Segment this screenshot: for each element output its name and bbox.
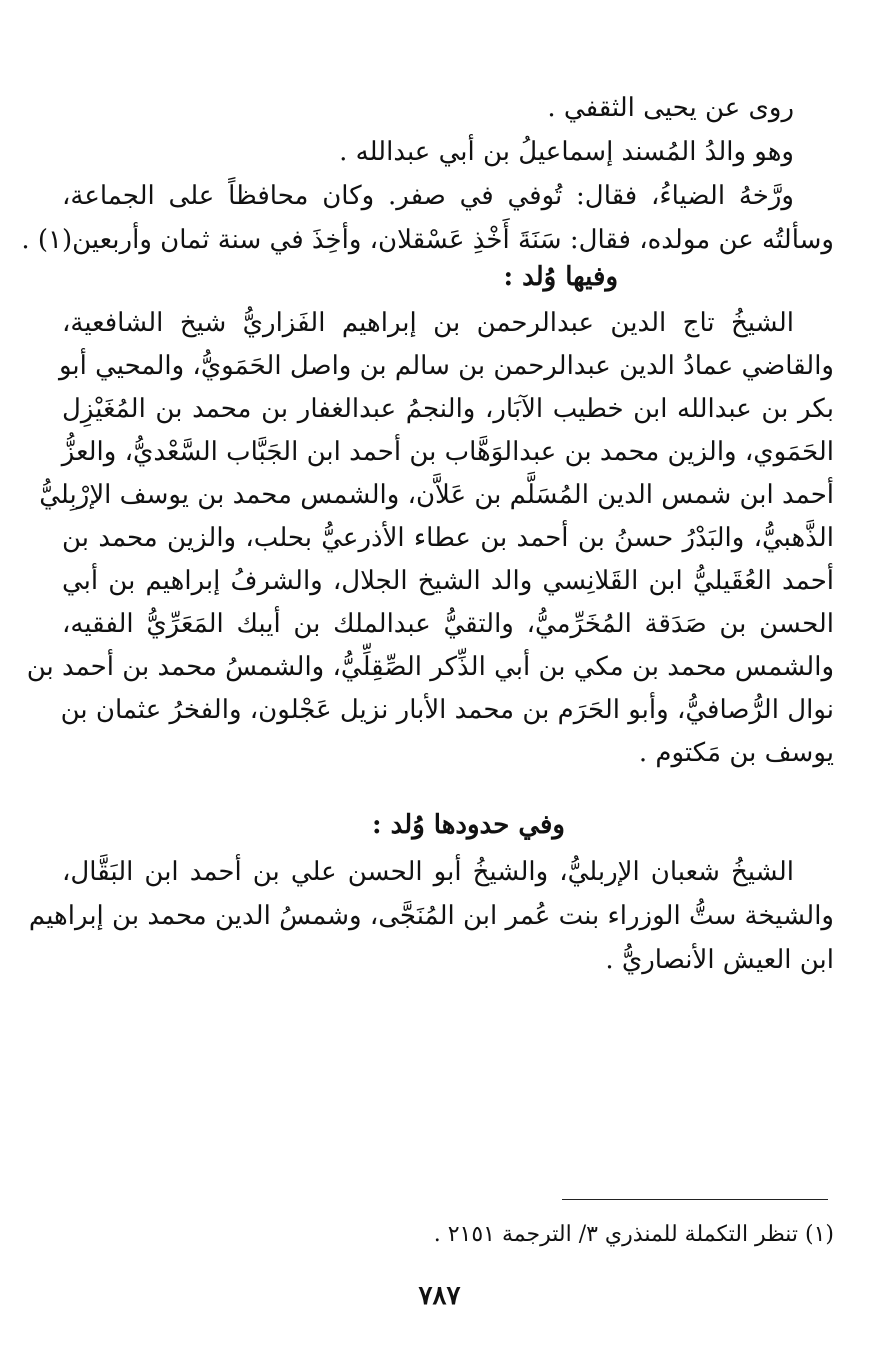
paragraph-line: الشيخُ شعبان الإربليُّ، والشيخُ أبو الحسن علي بن أحمد ابن البَقَّال، xyxy=(62,857,794,887)
paragraph-line: الحَمَوي، والزين محمد بن عبدالوَهَّاب بن أحمد ابن الجَبَّاب السَّعْديُّ، والعزُّ xyxy=(61,437,834,467)
intro-line: وسألتُه عن مولده، فقال: سَنَةَ أَخْذِ عَسْقلان، وأخِذَ في سنة ثمان وأربعين(١) . xyxy=(21,225,834,255)
paragraph-line: الذَّهبيُّ، والبَدْرُ حسنُ بن أحمد بن عطاء الأذرعيُّ بحلب، والزين محمد بن xyxy=(62,523,834,553)
intro-line: روى عن يحيى الثقفي . xyxy=(547,93,794,123)
footnote: (١) تنظر التكملة للمنذري ٣/ الترجمة ٢١٥١ . xyxy=(433,1222,834,1247)
section-heading-born-around-year: وفي حدودها وُلد : xyxy=(371,810,565,840)
paragraph-line: نوال الرُّصافيُّ، وأبو الحَرَم بن محمد الأبار نزيل عَجْلون، والفخرُ عثمان بن xyxy=(60,695,834,725)
paragraph-line: ابن العيش الأنصاريُّ . xyxy=(605,945,834,975)
intro-paragraph xyxy=(21,86,834,262)
paragraph-line: أحمد ابن شمس الدين المُسَلَّم بن عَلاَّن، والشمس محمد بن يوسف الإرْبِليُّ xyxy=(39,480,834,510)
paragraph-line: بكر بن عبدالله ابن خطيب الآبَار، والنجمُ عبدالغفار بن محمد بن المُغَيْزِل xyxy=(62,394,834,424)
paragraph-line: والشمس محمد بن مكي بن أبي الذِّكر الصِّقِلِّيُّ، والشمسُ محمد بن أحمد بن xyxy=(26,652,834,682)
section-heading-born-in-year: وفيها وُلد : xyxy=(503,262,618,292)
born-in-year-paragraph xyxy=(26,302,834,775)
paragraph-line: الحسن بن صَدَقة المُخَرِّميُّ، والتقيُّ عبدالملك بن أيبك المَعَرِّيُّ الفقيه، xyxy=(62,609,834,639)
page-number: ٧٨٧ xyxy=(418,1281,461,1311)
paragraph-line: أحمد العُقَيليُّ ابن القَلانِسي والد الشيخ الجلال، والشرفُ إبراهيم بن أبي xyxy=(62,566,834,596)
intro-line: وهو والدُ المُسند إسماعيلُ بن أبي عبدالله . xyxy=(339,137,794,167)
paragraph-line: والشيخة ستُّ الوزراء بنت عُمر ابن المُنَجَّى، وشمسُ الدين محمد بن إبراهيم xyxy=(28,901,834,931)
intro-line: ورَّخهُ الضياءُ، فقال: تُوفي في صفر. وكان محافظاً على الجماعة، xyxy=(62,181,794,211)
footnote-divider xyxy=(562,1199,828,1200)
born-around-year-paragraph xyxy=(28,850,834,982)
paragraph-line: يوسف بن مَكتوم . xyxy=(638,738,834,768)
paragraph-line: الشيخُ تاج الدين عبدالرحمن بن إبراهيم الفَزاريُّ شيخ الشافعية، xyxy=(62,308,794,338)
paragraph-line: والقاضي عمادُ الدين عبدالرحمن بن سالم بن واصل الحَمَويُّ، والمحيي أبو xyxy=(58,351,834,381)
